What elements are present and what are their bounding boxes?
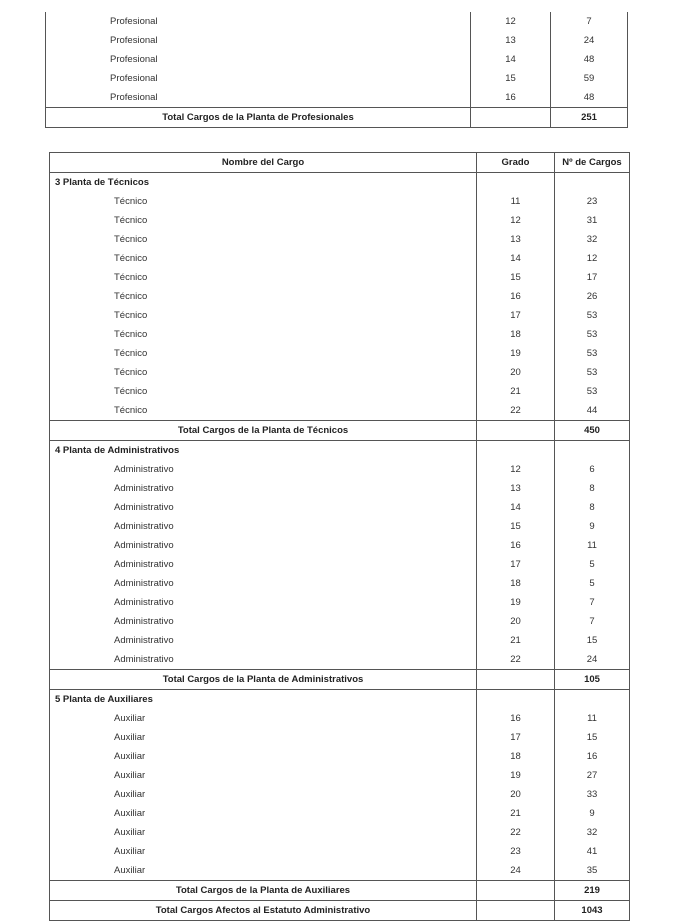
cargos-count: 11: [555, 709, 630, 728]
grado: 14: [477, 249, 555, 268]
cargo-name: Auxiliar: [50, 766, 477, 785]
table-row: [50, 382, 630, 401]
grado: 19: [477, 344, 555, 363]
staff-positions-table: [49, 152, 630, 921]
table-row: [46, 31, 628, 50]
table-row: [50, 612, 630, 631]
section-total-row: [50, 881, 630, 901]
grado: 18: [477, 574, 555, 593]
grado: 20: [477, 785, 555, 804]
cargos-count: 31: [555, 211, 630, 230]
table-row: [50, 249, 630, 268]
table-row: [50, 211, 630, 230]
cargo-name: Técnico: [50, 211, 477, 230]
cargos-count: 48: [551, 88, 628, 108]
grado: 21: [477, 382, 555, 401]
table-row: [50, 555, 630, 574]
grado: 17: [477, 728, 555, 747]
cargo-name: Técnico: [50, 401, 477, 421]
total-grado-empty: [477, 670, 555, 690]
table-row: [46, 88, 628, 108]
grado: 21: [477, 804, 555, 823]
grado: 14: [471, 50, 551, 69]
table-row: [50, 230, 630, 249]
table-row: [50, 650, 630, 670]
grado: 13: [477, 230, 555, 249]
cargos-count: 16: [555, 747, 630, 766]
grado: 22: [477, 401, 555, 421]
section-total-row: [50, 421, 630, 441]
total-label: Total Cargos de la Planta de Técnicos: [50, 421, 477, 441]
grado: 22: [477, 823, 555, 842]
table-row: [50, 823, 630, 842]
table-row: [50, 325, 630, 344]
cargos-count: 9: [555, 517, 630, 536]
cargos-count: 53: [555, 382, 630, 401]
table-row: [46, 50, 628, 69]
table-row: [50, 574, 630, 593]
grado: 18: [477, 747, 555, 766]
section-total-row: [50, 670, 630, 690]
grado: 24: [477, 861, 555, 881]
cargos-count: 26: [555, 287, 630, 306]
grado: 16: [477, 536, 555, 555]
total-label: Total Cargos de la Planta de Administrativos: [50, 670, 477, 690]
cargo-name: Técnico: [50, 344, 477, 363]
grado: 15: [477, 268, 555, 287]
cargo-name: Auxiliar: [50, 842, 477, 861]
cargo-name: Profesional: [46, 31, 471, 50]
header-cargos: Nº de Cargos: [555, 153, 630, 173]
cargo-name: Administrativo: [50, 479, 477, 498]
grado: 19: [477, 593, 555, 612]
professionals-table: [45, 12, 628, 128]
cargos-count: 5: [555, 574, 630, 593]
empty: [555, 173, 630, 193]
grand-total-row: [50, 901, 630, 921]
total-grado-empty: [477, 901, 555, 921]
total-value: 450: [555, 421, 630, 441]
cargo-name: Técnico: [50, 230, 477, 249]
cargos-count: 6: [555, 460, 630, 479]
total-grado-empty: [477, 421, 555, 441]
table-row: [50, 268, 630, 287]
cargos-count: 9: [555, 804, 630, 823]
cargos-count: 53: [555, 363, 630, 382]
cargos-count: 15: [555, 728, 630, 747]
grado: 16: [477, 709, 555, 728]
grado: 13: [471, 31, 551, 50]
grado: 18: [477, 325, 555, 344]
cargos-count: 17: [555, 268, 630, 287]
cargo-name: Auxiliar: [50, 804, 477, 823]
total-row: [46, 108, 628, 128]
cargo-name: Administrativo: [50, 536, 477, 555]
header-name: Nombre del Cargo: [50, 153, 477, 173]
section-title: 3 Planta de Técnicos: [50, 173, 477, 193]
grado: 19: [477, 766, 555, 785]
table-row: [50, 363, 630, 382]
cargos-count: 35: [555, 861, 630, 881]
total-value: 219: [555, 881, 630, 901]
cargos-count: 24: [551, 31, 628, 50]
cargo-name: Administrativo: [50, 460, 477, 479]
section-header-row: [50, 173, 630, 193]
table-row: [50, 536, 630, 555]
empty: [477, 690, 555, 710]
cargos-count: 33: [555, 785, 630, 804]
grado: 16: [477, 287, 555, 306]
cargo-name: Administrativo: [50, 593, 477, 612]
cargo-name: Administrativo: [50, 631, 477, 650]
grado: 14: [477, 498, 555, 517]
cargos-count: 5: [555, 555, 630, 574]
table-row: [46, 69, 628, 88]
cargo-name: Técnico: [50, 306, 477, 325]
table-row: [50, 709, 630, 728]
cargo-name: Auxiliar: [50, 728, 477, 747]
cargos-count: 11: [555, 536, 630, 555]
cargos-count: 53: [555, 306, 630, 325]
cargos-count: 27: [555, 766, 630, 785]
table-row: [50, 631, 630, 650]
cargo-name: Técnico: [50, 287, 477, 306]
table-row: [50, 593, 630, 612]
cargos-count: 8: [555, 498, 630, 517]
cargo-name: Profesional: [46, 50, 471, 69]
cargo-name: Profesional: [46, 12, 471, 31]
cargos-count: 8: [555, 479, 630, 498]
grado: 15: [471, 69, 551, 88]
total-value: 251: [551, 108, 628, 128]
table-row: [50, 842, 630, 861]
table-row: [50, 479, 630, 498]
table-row: [50, 401, 630, 421]
grand-total-value: 1043: [555, 901, 630, 921]
cargos-count: 53: [555, 344, 630, 363]
cargos-count: 48: [551, 50, 628, 69]
table-row: [50, 287, 630, 306]
cargos-count: 7: [555, 612, 630, 631]
grado: 20: [477, 363, 555, 382]
table-header-row: [50, 153, 630, 173]
section-title: 5 Planta de Auxiliares: [50, 690, 477, 710]
empty: [555, 441, 630, 461]
cargo-name: Técnico: [50, 382, 477, 401]
grado: 16: [471, 88, 551, 108]
total-grado-empty: [477, 881, 555, 901]
table-row: [50, 747, 630, 766]
grado: 23: [477, 842, 555, 861]
cargo-name: Auxiliar: [50, 861, 477, 881]
cargos-count: 32: [555, 823, 630, 842]
cargos-count: 7: [555, 593, 630, 612]
grado: 20: [477, 612, 555, 631]
cargos-count: 24: [555, 650, 630, 670]
cargo-name: Profesional: [46, 69, 471, 88]
cargos-count: 12: [555, 249, 630, 268]
cargo-name: Auxiliar: [50, 709, 477, 728]
table-row: [50, 728, 630, 747]
table-row: [50, 766, 630, 785]
cargos-count: 41: [555, 842, 630, 861]
total-value: 105: [555, 670, 630, 690]
grado: 12: [471, 12, 551, 31]
table-row: [50, 517, 630, 536]
total-grado-empty: [471, 108, 551, 128]
cargos-count: 32: [555, 230, 630, 249]
grado: 12: [477, 460, 555, 479]
cargo-name: Auxiliar: [50, 785, 477, 804]
cargo-name: Administrativo: [50, 498, 477, 517]
cargo-name: Administrativo: [50, 612, 477, 631]
table-row: [50, 306, 630, 325]
cargos-count: 59: [551, 69, 628, 88]
cargo-name: Administrativo: [50, 517, 477, 536]
cargos-count: 23: [555, 192, 630, 211]
grado: 15: [477, 517, 555, 536]
header-grado: Grado: [477, 153, 555, 173]
cargo-name: Profesional: [46, 88, 471, 108]
cargos-count: 44: [555, 401, 630, 421]
empty: [477, 441, 555, 461]
cargos-count: 53: [555, 325, 630, 344]
table-row: [50, 192, 630, 211]
empty: [555, 690, 630, 710]
table-row: [50, 344, 630, 363]
cargo-name: Técnico: [50, 325, 477, 344]
grado: 17: [477, 555, 555, 574]
table-row: [46, 12, 628, 31]
table-row: [50, 861, 630, 881]
section-header-row: [50, 690, 630, 710]
grado: 12: [477, 211, 555, 230]
grado: 17: [477, 306, 555, 325]
total-label: Total Cargos de la Planta de Profesionales: [46, 108, 471, 128]
cargo-name: Técnico: [50, 249, 477, 268]
cargo-name: Auxiliar: [50, 823, 477, 842]
grado: 21: [477, 631, 555, 650]
table-row: [50, 804, 630, 823]
cargo-name: Administrativo: [50, 650, 477, 670]
cargo-name: Técnico: [50, 363, 477, 382]
cargos-count: 15: [555, 631, 630, 650]
cargo-name: Administrativo: [50, 574, 477, 593]
cargo-name: Administrativo: [50, 555, 477, 574]
cargo-name: Técnico: [50, 268, 477, 287]
cargo-name: Auxiliar: [50, 747, 477, 766]
table-row: [50, 460, 630, 479]
grado: 13: [477, 479, 555, 498]
table-row: [50, 498, 630, 517]
section-title: 4 Planta de Administrativos: [50, 441, 477, 461]
grado: 11: [477, 192, 555, 211]
cargo-name: Técnico: [50, 192, 477, 211]
grand-total-label: Total Cargos Afectos al Estatuto Administrativo: [50, 901, 477, 921]
table-row: [50, 785, 630, 804]
section-header-row: [50, 441, 630, 461]
total-label: Total Cargos de la Planta de Auxiliares: [50, 881, 477, 901]
cargos-count: 7: [551, 12, 628, 31]
grado: 22: [477, 650, 555, 670]
empty: [477, 173, 555, 193]
